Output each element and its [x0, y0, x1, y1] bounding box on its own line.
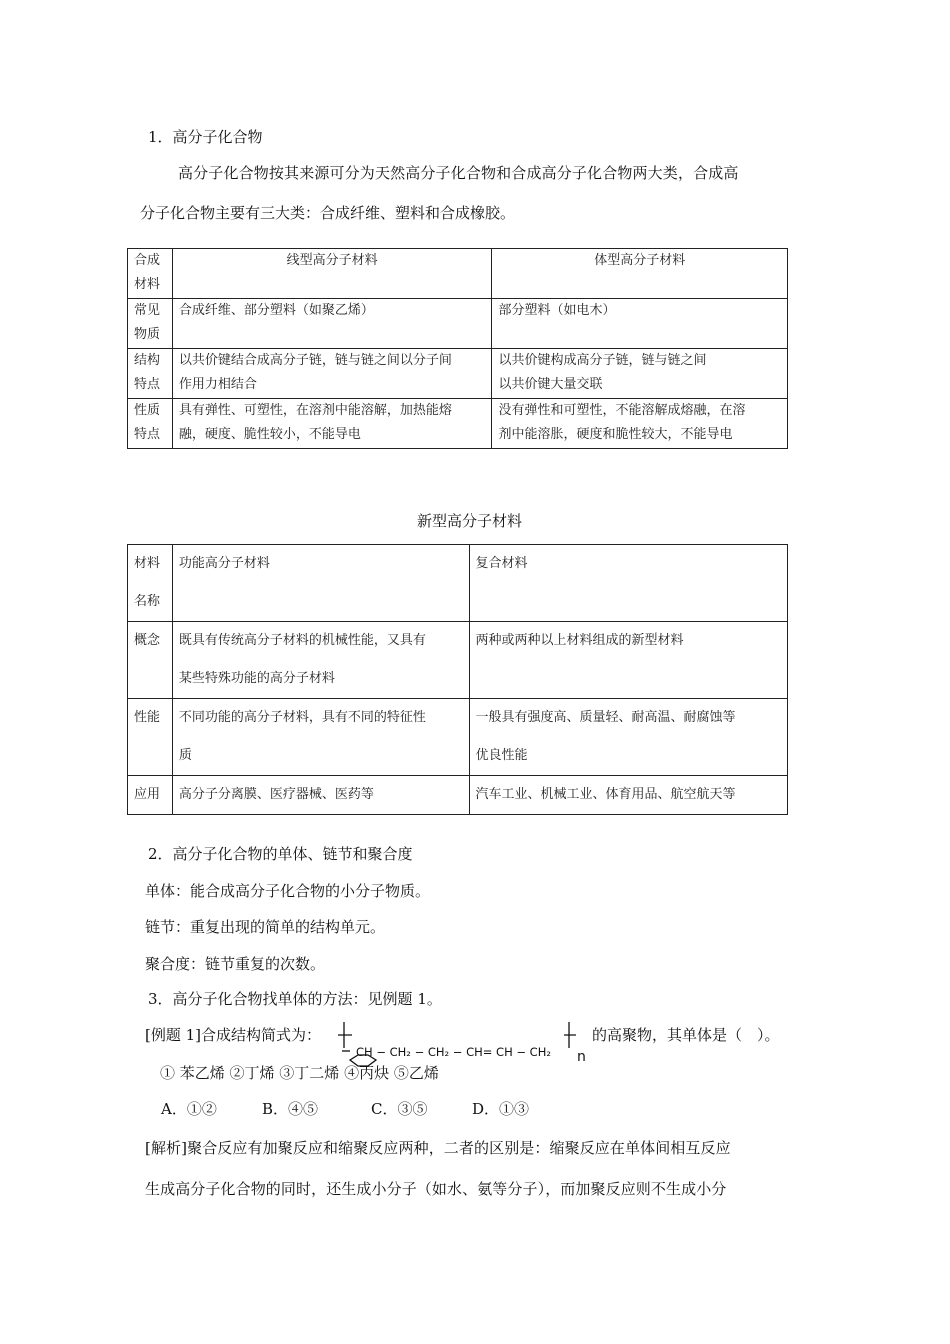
section3-heading: 3．高分子化合物找单体的方法：见例题 1。 [148, 990, 442, 1008]
cell-line: 既具有传统高分子材料的机械性能，又具有 [178, 633, 426, 648]
analysis-line1: [解析]聚合反应有加聚反应和缩聚反应两种，二者的区别是：缩聚反应在单体间相互反应 [145, 1139, 731, 1157]
table-cell-col1 [172, 349, 492, 399]
table-cell-label [128, 249, 173, 299]
linear-vs-network-table [127, 248, 788, 449]
table-row [128, 299, 788, 349]
cell-line: 合成纤维、部分塑料（如聚乙烯） [178, 303, 374, 318]
table-row [128, 545, 788, 622]
table-row [128, 622, 788, 699]
choice-c: C．③⑤ [371, 1100, 428, 1118]
cell-line: 融，硬度、脆性较小，不能导电 [178, 427, 361, 442]
table-cell-label [128, 399, 173, 449]
cell-line: 材料 [134, 556, 161, 571]
cell-line: 结构 [134, 353, 161, 368]
table-row [128, 776, 788, 815]
section1-paragraph-line1: 高分子化合物按其来源可分为天然高分子化合物和合成高分子化合物两大类，合成高 [178, 164, 739, 182]
chain-unit-definition: 链节：重复出现的简单的结构单元。 [145, 918, 386, 936]
table-cell-col1 [172, 776, 469, 815]
cell-line: 材料 [134, 277, 161, 292]
cell-line: 以共价键构成高分子链，链与链之间 [498, 353, 707, 368]
formula-n: n [577, 1049, 586, 1065]
cell-line: 不同功能的高分子材料，具有不同的特征性 [178, 710, 426, 725]
choice-a: A．①② [161, 1100, 217, 1118]
table-cell-col2 [492, 399, 788, 449]
cell-line: 功能高分子材料 [178, 556, 270, 571]
table-row [128, 249, 788, 299]
cell-line: 以共价键大量交联 [498, 377, 603, 392]
cell-line: 常见 [134, 303, 161, 318]
cell-line: 汽车工业、机械工业、体育用品、航空航天等 [475, 787, 736, 802]
cell-line: 具有弹性、可塑性，在溶剂中能溶解，加热能熔 [178, 403, 452, 418]
example-prefix: [例题 1]合成结构简式为： [145, 1026, 322, 1044]
cell-line: 名称 [134, 594, 161, 609]
cell-line: 性能 [134, 710, 161, 725]
cell-line: 没有弹性和可塑性，不能溶解成熔融，在溶 [498, 403, 746, 418]
cell-line: 特点 [134, 427, 161, 442]
table-cell-col2 [469, 545, 788, 622]
cell-line: 合成 [134, 253, 161, 268]
table-cell-col1 [172, 622, 469, 699]
cell-line: 作用力相结合 [178, 377, 257, 392]
table-cell-label [128, 699, 173, 776]
cell-line: 物质 [134, 327, 161, 342]
table-cell-col2 [469, 622, 788, 699]
new-polymer-materials-table [127, 544, 788, 815]
formula-chain: CH − CH₂ − CH₂ − CH= CH − CH₂ [356, 1045, 551, 1059]
cell-line: 高分子分离膜、医疗器械、医药等 [178, 787, 374, 802]
table-cell-label [128, 299, 173, 349]
table-cell-label [128, 622, 173, 699]
table-cell-col2 [469, 699, 788, 776]
cell-line: 性质 [134, 403, 161, 418]
cell-line: 复合材料 [475, 556, 528, 571]
table-cell-col1 [172, 299, 492, 349]
cell-line: 体型高分子材料 [594, 253, 686, 268]
table-cell-col2 [492, 349, 788, 399]
cell-line: 特点 [134, 377, 161, 392]
table-cell-col1 [172, 699, 469, 776]
table-cell-col2 [492, 299, 788, 349]
analysis-line2: 生成高分子化合物的同时，还生成小分子（如水、氨等分子），而加聚反应则不生成小分 [145, 1180, 727, 1198]
cell-line: 应用 [134, 787, 161, 802]
degree-definition: 聚合度：链节重复的次数。 [145, 955, 326, 973]
cell-line: 部分塑料（如电木） [498, 303, 616, 318]
choice-b: B．④⑤ [262, 1100, 319, 1118]
cell-line: 优良性能 [475, 748, 528, 763]
cell-line: 概念 [134, 633, 161, 648]
table-row [128, 349, 788, 399]
table-cell-col1 [172, 545, 469, 622]
example-suffix: 的高聚物，其单体是（ ）。 [592, 1026, 780, 1044]
cell-line: 剂中能溶胀，硬度和脆性较大，不能导电 [498, 427, 733, 442]
cell-line: 以共价键结合成高分子链，链与链之间以分子间 [178, 353, 452, 368]
cell-line: 线型高分子材料 [286, 253, 378, 268]
table-cell-col2 [469, 776, 788, 815]
cell-line: 质 [178, 748, 192, 763]
section1-paragraph-line2: 分子化合物主要有三大类：合成纤维、塑料和合成橡胶。 [140, 204, 516, 222]
section2-heading: 2．高分子化合物的单体、链节和聚合度 [148, 845, 413, 863]
table-cell-col1 [172, 399, 492, 449]
monomer-definition: 单体：能合成高分子化合物的小分子物质。 [145, 882, 431, 900]
table-row [128, 699, 788, 776]
cell-line: 两种或两种以上材料组成的新型材料 [475, 633, 684, 648]
table2-title: 新型高分子材料 [417, 512, 523, 530]
cell-line: 一般具有强度高、质量轻、耐高温、耐腐蚀等 [475, 710, 736, 725]
table-cell-label [128, 545, 173, 622]
table-row [128, 399, 788, 449]
cell-line: 某些特殊功能的高分子材料 [178, 671, 335, 686]
table-cell-col2 [492, 249, 788, 299]
table-cell-col1 [172, 249, 492, 299]
right-bracket [564, 1022, 576, 1048]
section1-heading: 1．高分子化合物 [148, 128, 263, 146]
choice-d: D．①③ [472, 1100, 530, 1118]
table-cell-label [128, 776, 173, 815]
monomer-options: ① 苯乙烯 ②丁烯 ③丁二烯 ④丙炔 ⑤乙烯 [160, 1064, 439, 1082]
table-cell-label [128, 349, 173, 399]
left-bracket [338, 1022, 352, 1048]
